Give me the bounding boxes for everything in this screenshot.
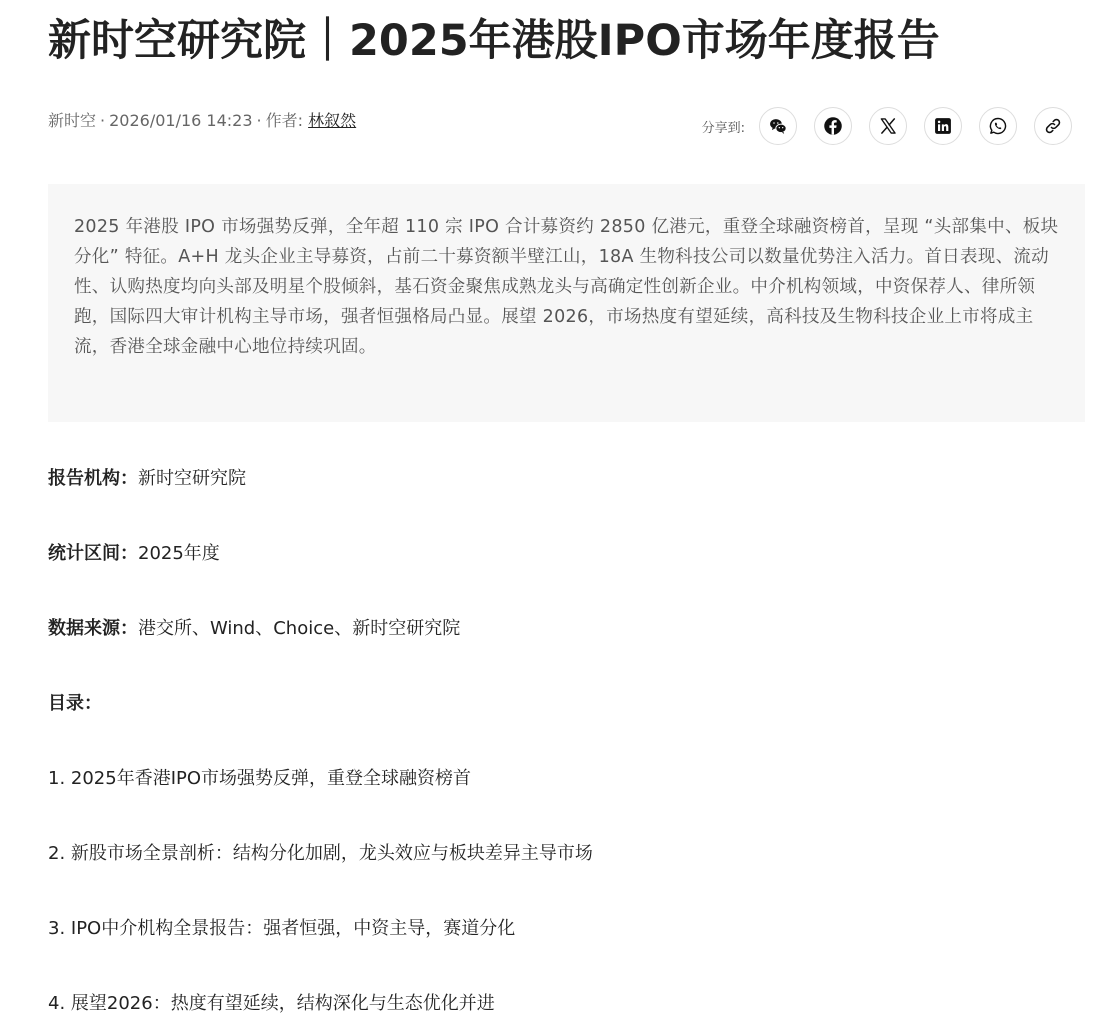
data-source-label: 数据来源：: [48, 618, 138, 639]
share-x-button[interactable]: [869, 107, 907, 145]
share-wechat-button[interactable]: [759, 107, 797, 145]
page-title: 新时空研究院｜2025年港股IPO市场年度报告: [48, 16, 940, 66]
summary-box: [48, 184, 1085, 422]
stat-period-line: [48, 541, 220, 567]
report-org-label: 报告机构：: [48, 468, 138, 489]
stat-period-label: 统计区间：: [48, 543, 138, 564]
toc-item-4: 4. 展望2026：热度有望延续，结构深化与生态优化并进: [48, 993, 495, 1014]
meta-source: 新时空: [48, 111, 97, 130]
article-meta: 新时空 · 2026/01/16 14:23 · 作者: 林叙然: [48, 111, 357, 130]
toc-item-2: 2. 新股市场全景剖析：结构分化加剧，龙头效应与板块差异主导市场: [48, 843, 593, 864]
toc-label: 目录：: [48, 693, 102, 714]
data-source-line: [48, 616, 460, 642]
meta-author-prefix: 作者:: [265, 111, 304, 130]
data-source-value: 港交所、Wind、Choice、新时空研究院: [138, 618, 461, 639]
stat-period-value: 2025年度: [138, 543, 220, 564]
toc-item-1: 1. 2025年香港IPO市场强势反弹，重登全球融资榜首: [48, 768, 472, 789]
share-bar: [702, 107, 1072, 145]
x-icon: [878, 116, 898, 136]
summary-text: 2025 年港股 IPO 市场强势反弹，全年超 110 宗 IPO 合计募资约 2850 亿港元，重登全球融资榜首，呈现 “头部集中、板块分化” 特征。A+H 龙头企业主导募资，占前二十募资额半壁江山，18A 生物科技公司以数量优势注入活力。首日表现、流动性、认购热度均向头部及明星个股倾斜，基石资金聚焦成熟龙头与高确定性创新企业。中介机构领域，中资保荐人、律所领跑，国际四大审计机构主导市场，强者恒强格局凸显。展望 2026，市场热度有望延续，高科技及生物科技企业上市将成主流，香港全球金融中心地位持续巩固。: [74, 217, 1059, 357]
link-icon: [1043, 116, 1063, 136]
report-org-value: 新时空研究院: [138, 468, 246, 489]
report-org-line: [48, 466, 246, 492]
whatsapp-icon: [988, 116, 1008, 136]
toc-heading: [48, 691, 102, 717]
facebook-icon: [823, 116, 843, 136]
toc-item-3: 3. IPO中介机构全景报告：强者恒强，中资主导，赛道分化: [48, 918, 516, 939]
linkedin-icon: [933, 116, 953, 136]
meta-datetime: 2026/01/16 14:23: [109, 111, 253, 130]
share-label: 分享到:: [701, 120, 745, 136]
share-linkedin-button[interactable]: [924, 107, 962, 145]
share-whatsapp-button[interactable]: [979, 107, 1017, 145]
share-facebook-button[interactable]: [814, 107, 852, 145]
share-copy-link-button[interactable]: [1034, 107, 1072, 145]
wechat-icon: [768, 116, 788, 136]
author-link[interactable]: 林叙然: [308, 111, 357, 130]
